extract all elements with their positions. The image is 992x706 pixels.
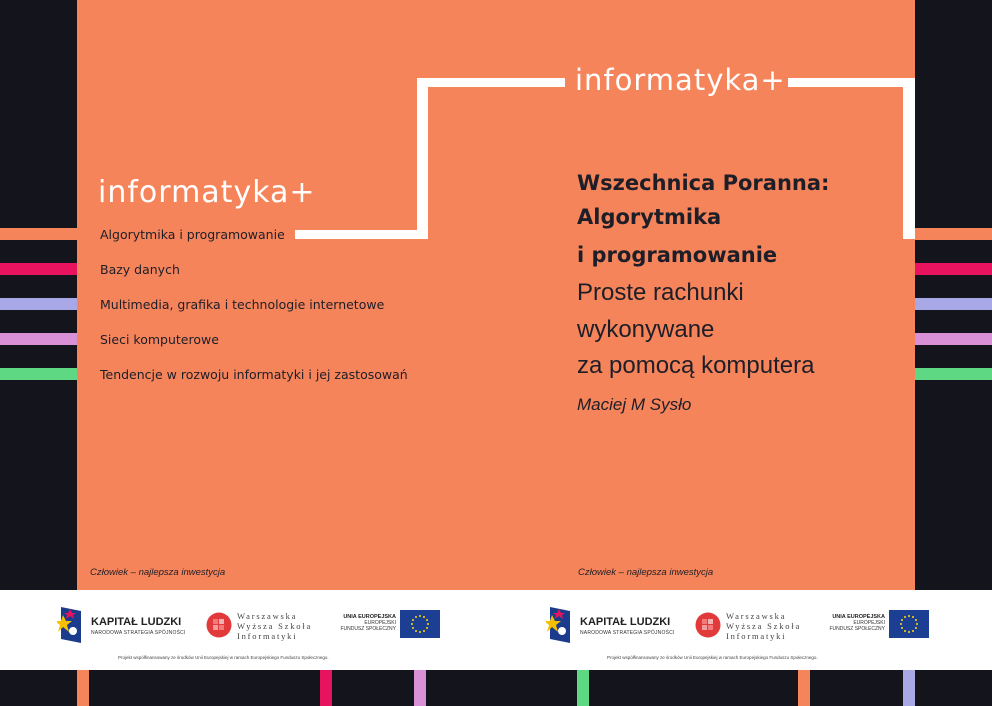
ue-logo-left <box>334 610 440 640</box>
slogan-left: Człowiek – najlepsza inwestycja <box>90 567 226 578</box>
stripe-pink-left <box>0 263 77 275</box>
wwsi-line-3: Informatyki <box>237 631 298 641</box>
menu-item-tendencje[interactable]: Tendencje w rozwoju informatyki i jej zastosowań <box>100 367 408 382</box>
wwsi-logo-right <box>695 609 805 643</box>
menu-item-sieci[interactable]: Sieci komputerowe <box>100 332 219 347</box>
kapital-ludzki-title: KAPITAŁ LUDZKI <box>580 616 671 628</box>
step-line-vertical-left <box>417 78 428 239</box>
kapital-ludzki-subtitle: NARODOWA STRATEGIA SPÓJNOŚCI <box>91 630 186 636</box>
stripe-pink-right <box>915 263 992 275</box>
step-line-bottom <box>290 230 428 239</box>
wwsi-line-1: Warszawska <box>726 611 787 621</box>
ue-sub-line-1: EUROPEJSKI <box>364 620 396 626</box>
stripe-green-left <box>0 368 77 380</box>
ue-sub-line-2: FUNDUSZ SPOŁECZNY <box>340 626 396 632</box>
kapital-ludzki-icon <box>546 605 572 645</box>
stripe-violet-right <box>915 333 992 345</box>
logo-top: informatyka+ <box>575 63 786 97</box>
eu-flag-icon <box>400 610 440 638</box>
cover-background <box>77 0 915 590</box>
ue-sub-line-2: FUNDUSZ SPOŁECZNY <box>829 626 885 632</box>
kapital-ludzki-logo-left <box>57 605 207 645</box>
footnote-left: Projekt współfinansowany ze środków Unii Europejskiej w ramach Europejskiego Funduszu Społecznego. <box>118 655 329 660</box>
menu-item-label: Algorytmika i programowanie <box>100 227 295 242</box>
subtitle-line-1: Proste rachunki <box>577 279 744 306</box>
ue-title: UNIA EUROPEJSKA <box>343 614 396 620</box>
slogan-right: Człowiek – najlepsza inwestycja <box>578 567 714 578</box>
logo-left: informatyka+ <box>98 175 316 210</box>
wwsi-line-3: Informatyki <box>726 631 787 641</box>
menu-item-algorytmika[interactable] <box>100 227 295 242</box>
step-line-top-right <box>788 78 915 87</box>
stripe-lavender-right <box>915 298 992 310</box>
stripe-lavender-left <box>0 298 77 310</box>
stripe-green-right <box>915 368 992 380</box>
wwsi-emblem-icon <box>206 612 232 638</box>
kapital-ludzki-subtitle: NARODOWA STRATEGIA SPÓJNOŚCI <box>580 630 675 636</box>
menu-item-multimedia[interactable]: Multimedia, grafika i technologie internetowe <box>100 297 385 312</box>
author-name: Maciej M Sysło <box>577 395 692 414</box>
bottom-stripe-orange-1 <box>77 670 89 706</box>
kapital-ludzki-icon <box>57 605 83 645</box>
wwsi-line-2: Wyższa Szkoła <box>237 621 313 631</box>
step-line-top-left <box>417 78 565 87</box>
subtitle-line-2: wykonywane <box>577 316 715 343</box>
step-line-vertical-right <box>903 78 915 239</box>
bottom-stripe-violet <box>414 670 426 706</box>
bottom-stripe-green <box>577 670 589 706</box>
wwsi-logo-left <box>206 609 316 643</box>
wwsi-line-2: Wyższa Szkoła <box>726 621 802 631</box>
stripe-orange-right <box>915 228 992 240</box>
ue-logo-right <box>823 610 929 640</box>
wwsi-emblem-icon <box>695 612 721 638</box>
bottom-stripe-pink <box>320 670 332 706</box>
title-line-1: Wszechnica Poranna: <box>577 171 830 195</box>
footnote-right: Projekt współfinansowany ze środków Unii Europejskiej w ramach Europejskiego Funduszu Społecznego. <box>607 655 818 660</box>
subtitle-line-3: za pomocą komputera <box>577 352 815 379</box>
stripe-violet-left <box>0 333 77 345</box>
menu-item-bazy-danych[interactable]: Bazy danych <box>100 262 180 277</box>
kapital-ludzki-logo-right <box>546 605 696 645</box>
bottom-stripe-orange-2 <box>798 670 810 706</box>
title-line-2: Algorytmika <box>577 205 722 229</box>
wwsi-line-1: Warszawska <box>237 611 298 621</box>
bottom-stripe-lavender <box>903 670 915 706</box>
title-line-3: i programowanie <box>577 243 778 267</box>
kapital-ludzki-title: KAPITAŁ LUDZKI <box>91 616 182 628</box>
eu-flag-icon <box>889 610 929 638</box>
ue-sub-line-1: EUROPEJSKI <box>853 620 885 626</box>
ue-title: UNIA EUROPEJSKA <box>832 614 885 620</box>
stripe-orange-left <box>0 228 77 240</box>
